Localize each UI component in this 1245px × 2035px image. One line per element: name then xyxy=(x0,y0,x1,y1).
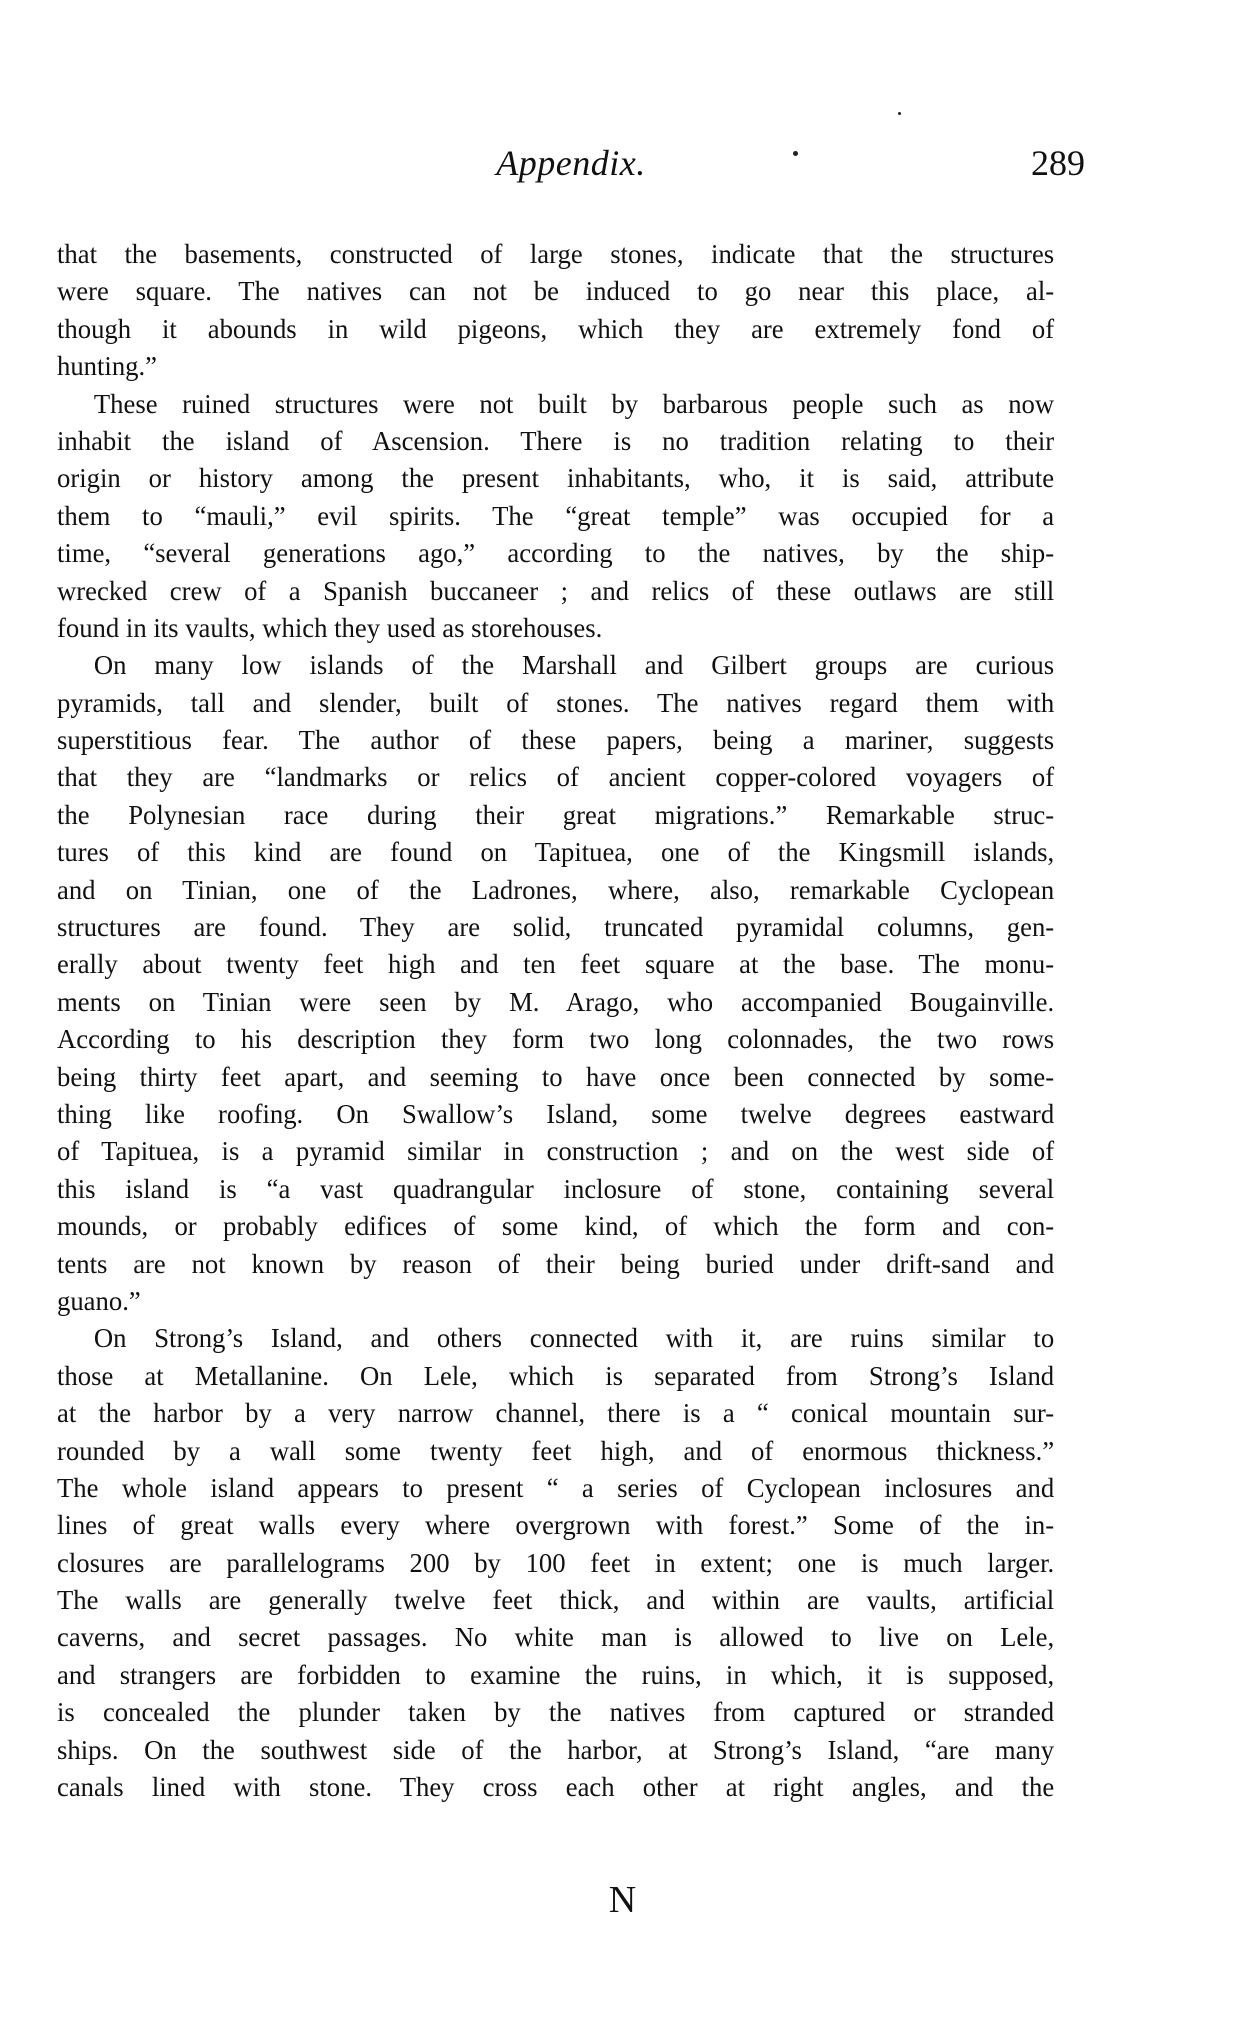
text-line: origin or history among the present inhabitants, who, it is said, attribute xyxy=(57,462,1055,494)
text-line: those at Metallanine. On Lele, which is separated from Strong’s Island xyxy=(57,1359,1055,1391)
text-line: being thirty feet apart, and seeming to have once been connected by some- xyxy=(57,1060,1055,1092)
signature-mark: N xyxy=(608,1879,637,1921)
text-line: pyramids, tall and slender, built of stones. The natives regard them with xyxy=(57,686,1055,718)
text-line: rounded by a wall some twenty feet high, and of enormous thickness.” xyxy=(57,1434,1055,1466)
text-line: the Polynesian race during their great migrations.” Remarkable struc- xyxy=(57,798,1055,830)
text-line: caverns, and secret passages. No white man is allowed to live on Lele, xyxy=(57,1621,1055,1653)
text-line: though it abounds in wild pigeons, which they are extremely fond of xyxy=(57,312,1055,344)
text-line: them to “mauli,” evil spirits. The “great temple” was occupied for a xyxy=(57,499,1055,531)
text-line: found in its vaults, which they used as storehouses. xyxy=(57,611,603,643)
body-text xyxy=(57,235,1054,1805)
text-line: hunting.” xyxy=(57,350,158,382)
text-line: On Strong’s Island, and others connected with it, are ruins similar to xyxy=(93,1322,1055,1354)
text-line: and strangers are forbidden to examine the ruins, in which, it is supposed, xyxy=(57,1658,1055,1690)
text-line: thing like roofing. On Swallow’s Island, some twelve degrees eastward xyxy=(57,1097,1055,1129)
text-line: that the basements, constructed of large stones, indicate that the structures xyxy=(57,238,1055,269)
text-line: closures are parallelograms 200 by 100 feet in extent; one is much larger. xyxy=(57,1546,1055,1578)
text-line: tents are not known by reason of their being buried under drift-sand and xyxy=(57,1247,1055,1279)
text-line: of Tapituea, is a pyramid similar in construction ; and on the west side of xyxy=(57,1135,1055,1167)
page-number: 289 xyxy=(1031,143,1085,183)
text-line: at the harbor by a very narrow channel, there is a “ conical mountain sur- xyxy=(57,1397,1055,1429)
text-line: is concealed the plunder taken by the natives from captured or stranded xyxy=(57,1696,1055,1728)
text-line: The whole island appears to present “ a series of Cyclopean inclosures and xyxy=(57,1471,1055,1503)
page-header xyxy=(57,142,1085,192)
text-line: lines of great walls every where overgrown with forest.” Some of the in- xyxy=(57,1509,1055,1541)
text-line: superstitious fear. The author of these papers, being a mariner, suggests xyxy=(57,724,1055,756)
text-line: erally about twenty feet high and ten feet square at the base. The monu- xyxy=(57,948,1055,980)
text-line: structures are found. They are solid, truncated pyramidal columns, gen- xyxy=(57,911,1055,943)
text-line: wrecked crew of a Spanish buccaneer ; and relics of these outlaws are still xyxy=(57,574,1055,606)
text-line: These ruined structures were not built by barbarous people such as now xyxy=(93,387,1055,419)
text-line: According to his description they form two long colonnades, the two rows xyxy=(57,1023,1055,1055)
text-line: ments on Tinian were seen by M. Arago, who accompanied Bougainville. xyxy=(57,985,1055,1017)
text-line: were square. The natives can not be induced to go near this place, al- xyxy=(57,275,1055,307)
text-line: ships. On the southwest side of the harbor, at Strong’s Island, “are many xyxy=(57,1733,1055,1765)
text-line: The walls are generally twelve feet thick, and within are vaults, artificial xyxy=(57,1584,1055,1616)
text-line: tures of this kind are found on Tapituea, one of the Kingsmill islands, xyxy=(57,836,1055,868)
text-line: mounds, or probably edifices of some kind, of which the form and con- xyxy=(57,1210,1055,1242)
text-line: canals lined with stone. They cross each other at right angles, and the xyxy=(57,1771,1055,1803)
text-line: time, “several generations ago,” according to the natives, by the ship- xyxy=(57,537,1055,569)
text-line: inhabit the island of Ascension. There is no tradition relating to their xyxy=(57,424,1055,456)
text-line: that they are “landmarks or relics of ancient copper-colored voyagers of xyxy=(57,761,1055,793)
text-line: and on Tinian, one of the Ladrones, where, also, remarkable Cyclopean xyxy=(57,873,1055,905)
text-line: guano.” xyxy=(57,1284,141,1316)
scan-speck xyxy=(898,112,901,115)
text-line: this island is “a vast quadrangular inclosure of stone, containing several xyxy=(57,1172,1055,1204)
running-head: Appendix. xyxy=(496,143,646,183)
text-line: On many low islands of the Marshall and Gilbert groups are curious xyxy=(93,649,1055,681)
